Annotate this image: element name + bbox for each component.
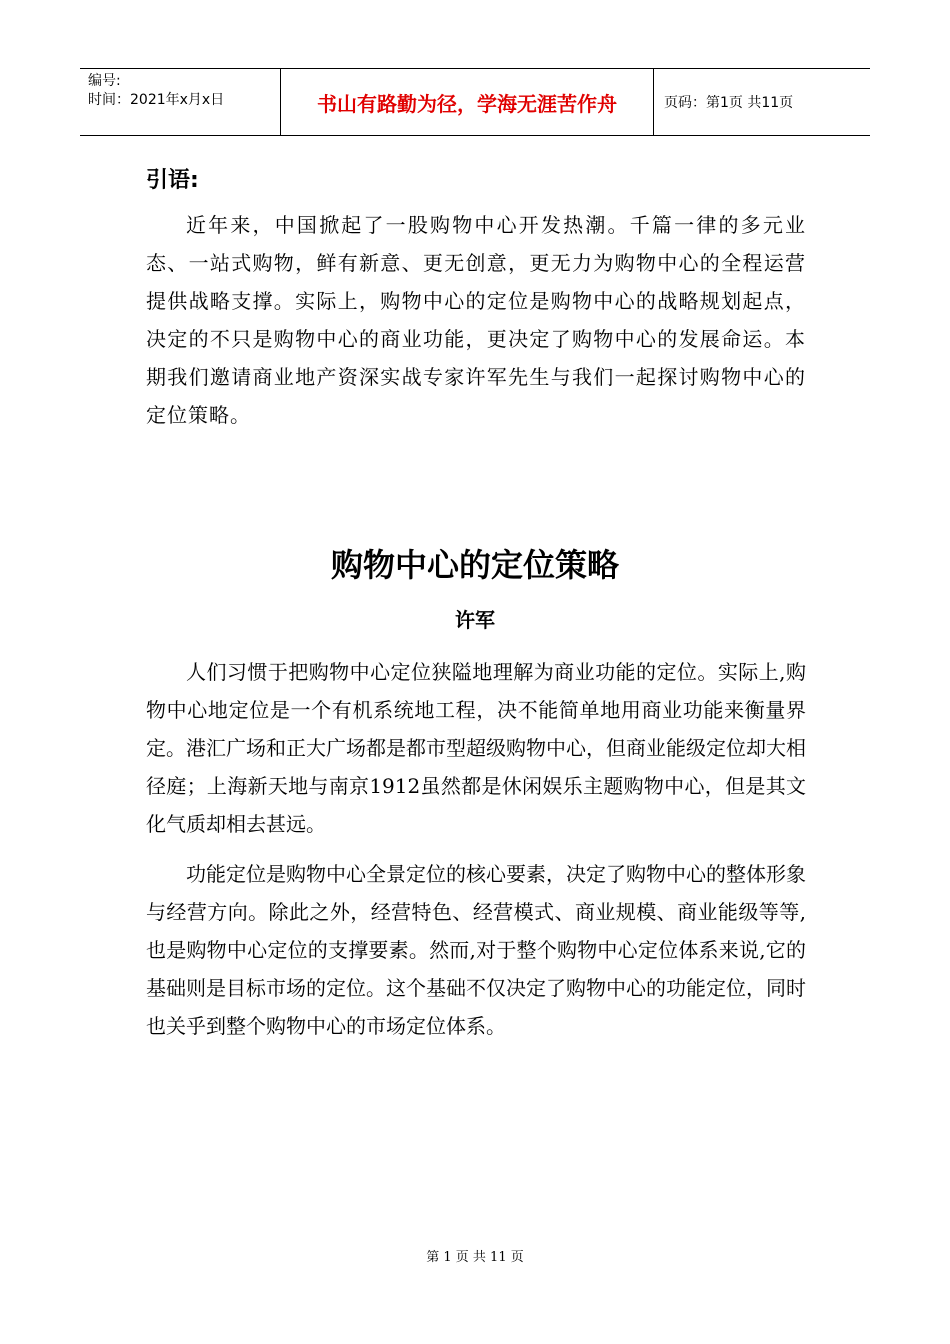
header-table xyxy=(80,68,870,136)
page-footer: 第 1 页 共 11 页 xyxy=(426,1250,524,1265)
article-author: 许军 xyxy=(455,608,495,632)
page-info: 页码：第1页 共11页 xyxy=(664,95,794,111)
header-meta-cell xyxy=(80,69,281,135)
motto-text: 书山有路勤为径，学海无涯苦作舟 xyxy=(317,91,617,116)
intro-paragraph: 近年来，中国掀起了一股购物中心开发热潮。千篇一律的多元业态、一站式购物，鲜有新意、更无创意，更无力为购物中心的全程运营提供战略支撑。实际上，购物中心的定位是购物中心的战略规划起点，决定的不只是购物中心的商业功能，更决定了购物中心的发展命运。本期我们邀请商业地产资深实战专家许军先生与我们一起探讨购物中心的定位策略。 xyxy=(146,213,806,427)
header-motto-cell xyxy=(281,69,654,135)
body-paragraph: 功能定位是购物中心全景定位的核心要素，决定了购物中心的整体形象与经营方向。除此之外，经营特色、经营模式、商业规模、商业能级等等,也是购物中心定位的支撑要素。然而,对于整个购物中心定位体系来说,它的基础则是目标市场的定位。这个基础不仅决定了购物中心的功能定位，同时也关乎到整个购物中心的市场定位体系。 xyxy=(146,862,806,1038)
article-title: 购物中心的定位策略 xyxy=(330,546,619,584)
header-page-cell xyxy=(654,69,870,135)
code-label: 编号: xyxy=(88,73,121,89)
intro-heading: 引语: xyxy=(146,168,199,193)
date-label: 时间：2021年x月x日 xyxy=(88,92,225,108)
body-paragraph: 人们习惯于把购物中心定位狭隘地理解为商业功能的定位。实际上,购物中心地定位是一个有机系统地工程，决不能简单地用商业功能来衡量界定。港汇广场和正大广场都是都市型超级购物中心，但商业能级定位却大相径庭；上海新天地与南京1912虽然都是休闲娱乐主题购物中心，但是其文化气质却相去甚远。 xyxy=(146,660,806,836)
